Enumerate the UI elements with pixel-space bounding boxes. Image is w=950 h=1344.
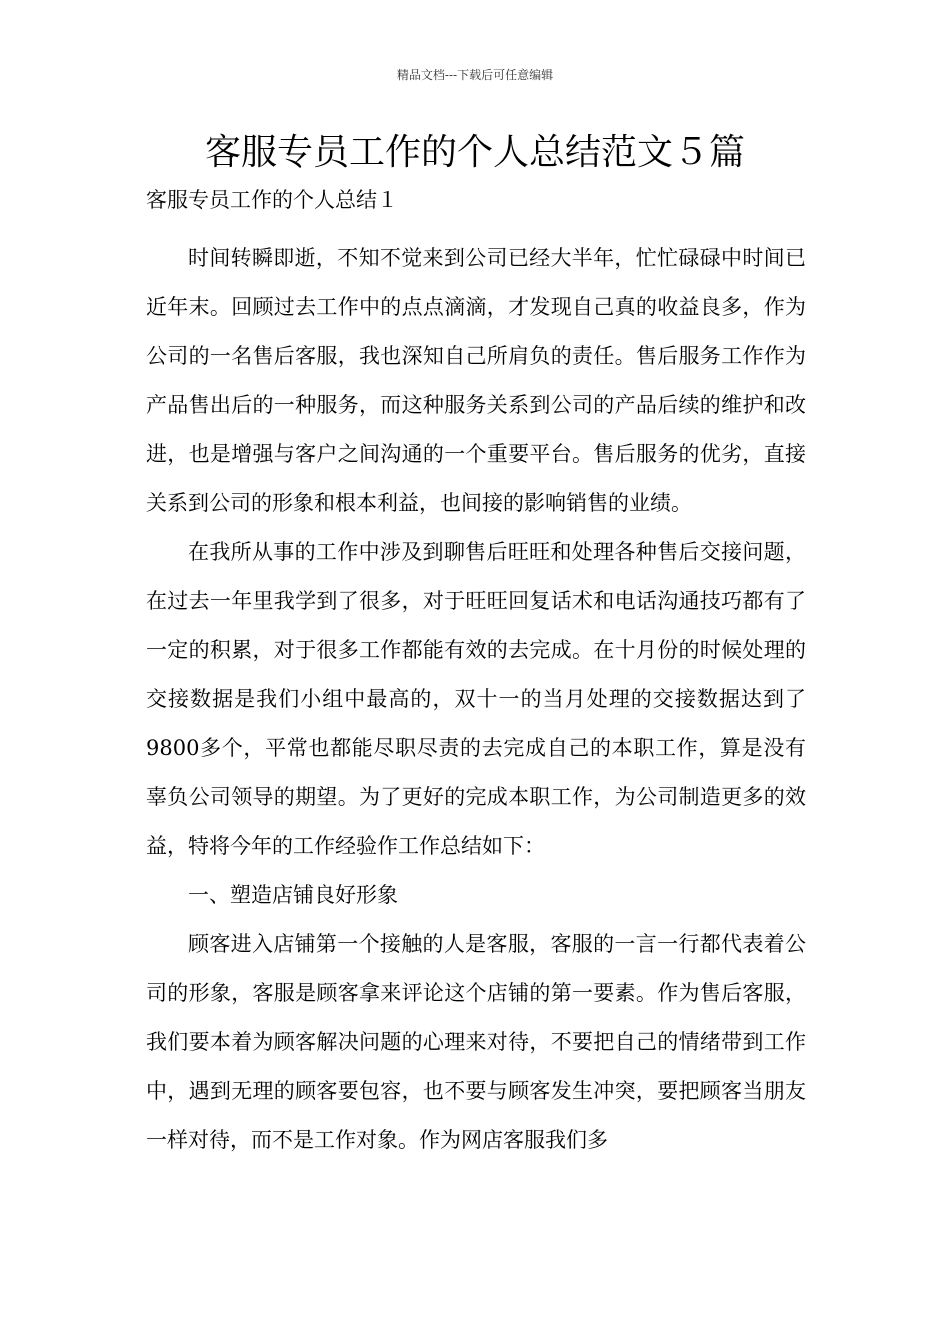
document-body — [146, 234, 806, 1165]
page-header-note: 精品文档---下载后可任意编辑 — [396, 68, 554, 82]
section-heading: 一、塑造店铺良好形象 — [188, 883, 398, 907]
document-subtitle: 客服专员工作的个人总结１ — [146, 188, 398, 212]
paragraph-store-image: 顾客进入店铺第一个接触的人是客服，客服的一言一行都代表着公司的形象，客服是顾客拿来评论这个店铺的第一要素。作为售后客服，我们要本着为顾客解决问题的心理来对待，不要把自己的情绪带到工作中，遇到无理的顾客要包容，也不要与顾客发生冲突，要把顾客当朋友一样对待，而不是工作对象。作为网店客服我们多 — [146, 932, 806, 1152]
paragraph-intro: 时间转瞬即逝，不知不觉来到公司已经大半年，忙忙碌碌中时间已近年末。回顾过去工作中的点点滴滴，才发现自己真的收益良多，作为公司的一名售后客服，我也深知自己所肩负的责任。售后服务工作作为产品售出后的一种服务，而这种服务关系到公司的产品后续的维护和改进，也是增强与客户之间沟通的一个重要平台。售后服务的优劣，直接关系到公司的形象和根本利益，也间接的影响销售的业绩。 — [146, 246, 806, 515]
document-title: 客服专员工作的个人总结范文５篇 — [204, 132, 745, 173]
paragraph-work-experience: 在我所从事的工作中涉及到聊售后旺旺和处理各种售后交接问题，在过去一年里我学到了很多，对于旺旺回复话术和电话沟通技巧都有了一定的积累，对于很多工作都能有效的去完成。在十月份的时候处理的交接数据是我们小组中最高的，双十一的当月处理的交接数据达到了9800多个，平常也都能尽职尽责的去完成自己的本职工作，算是没有辜负公司领导的期望。为了更好的完成本职工作，为公司制造更多的效益，特将今年的工作经验作工作总结如下： — [146, 540, 806, 858]
